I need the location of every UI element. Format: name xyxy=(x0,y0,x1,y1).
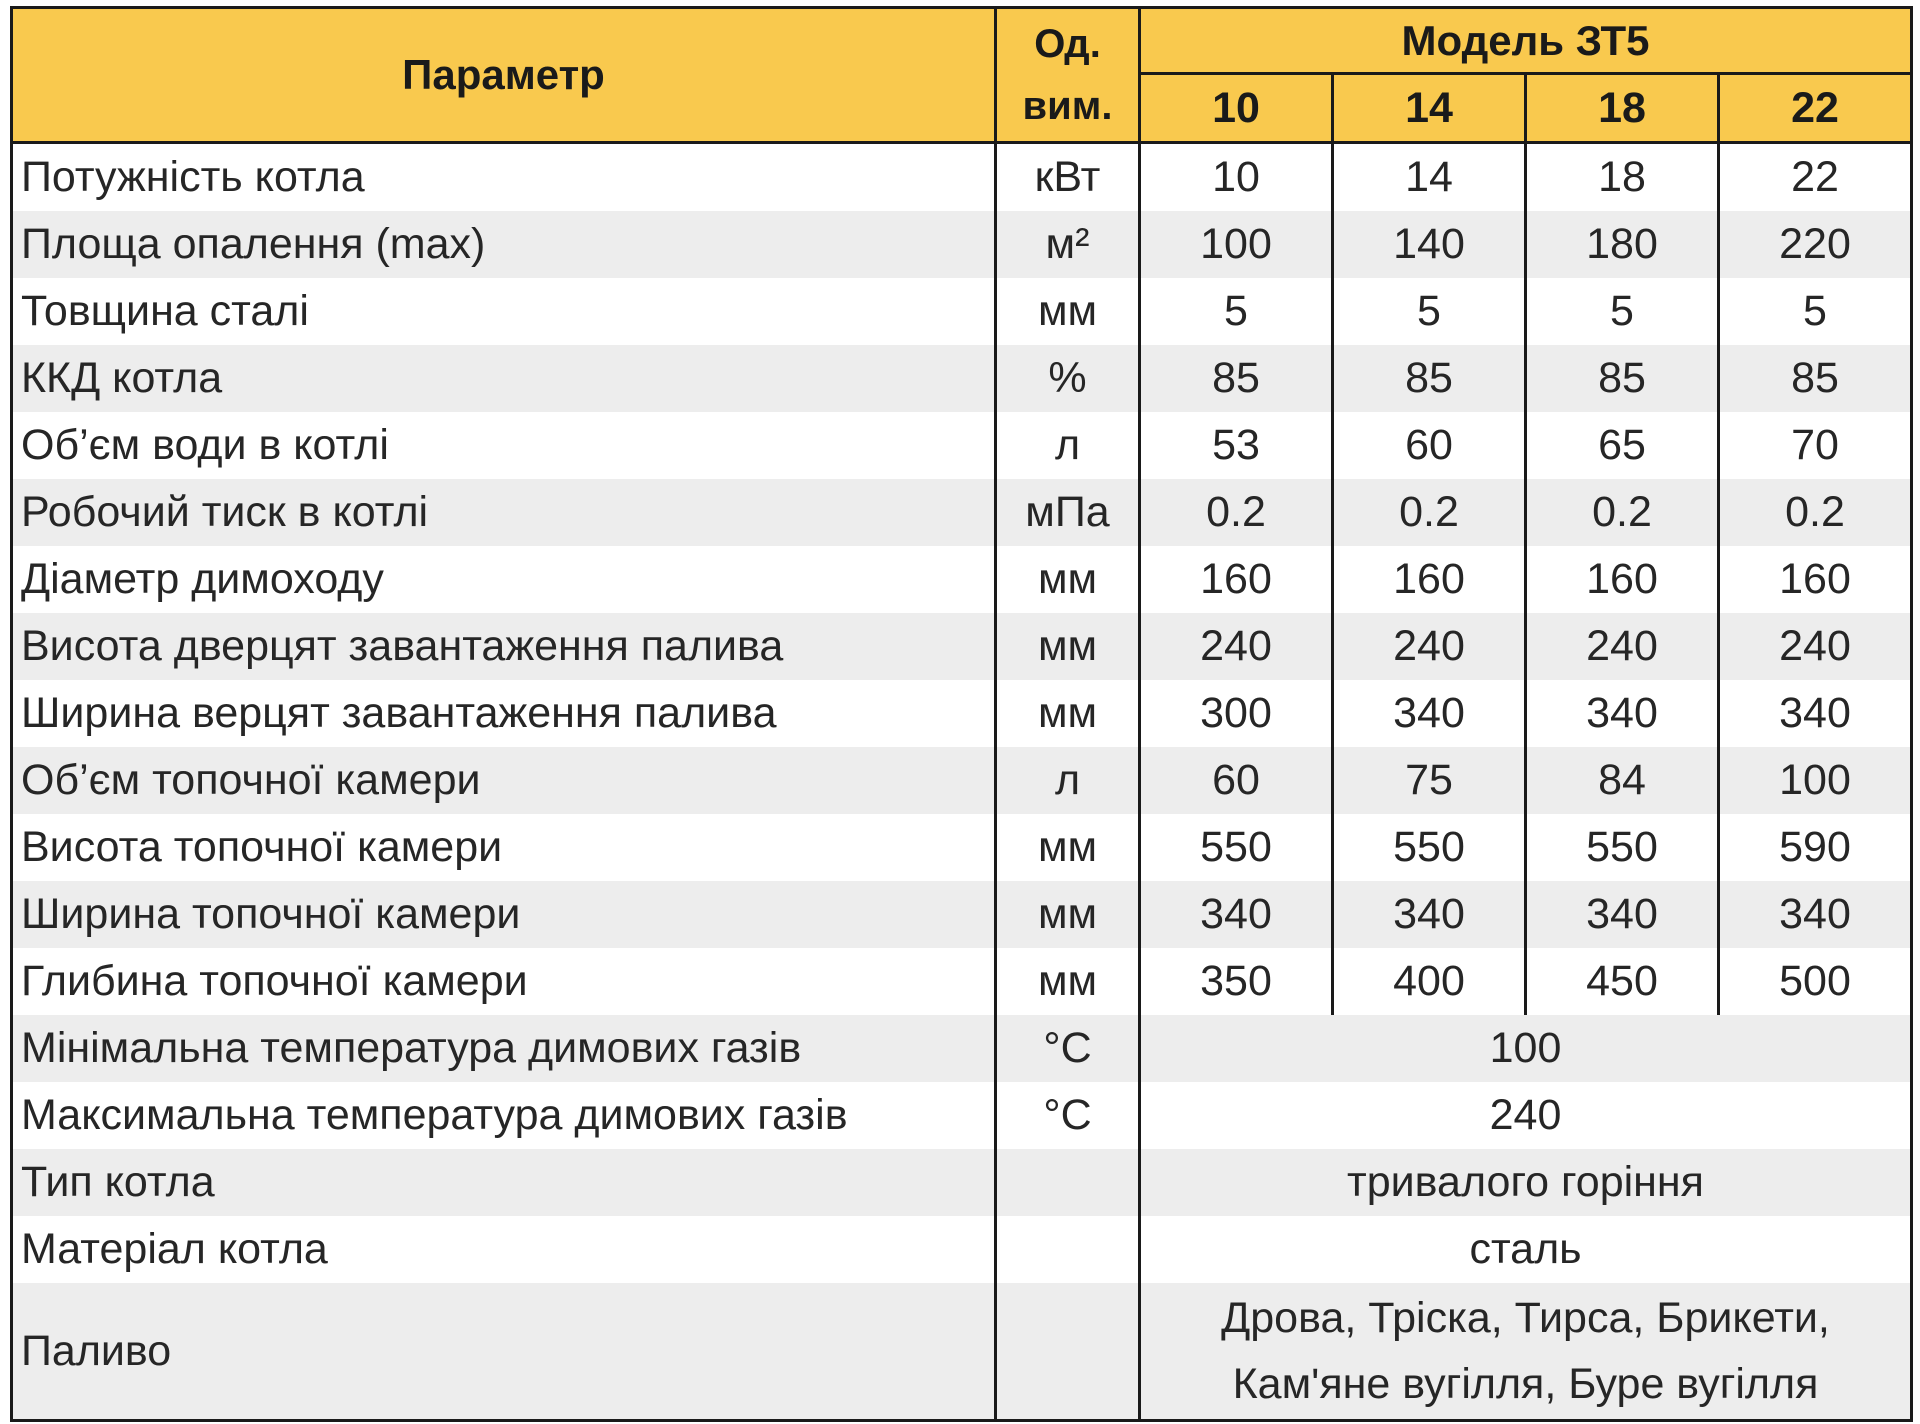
param-cell: Товщина сталі xyxy=(12,278,996,345)
param-cell: Матеріал котла xyxy=(12,1216,996,1283)
param-cell: Робочий тиск в котлі xyxy=(12,479,996,546)
unit-cell: мм xyxy=(996,613,1140,680)
unit-header-line1: Од. xyxy=(1034,22,1101,66)
value-cell: 240 xyxy=(1333,613,1526,680)
param-cell: Ширина топочної камери xyxy=(12,881,996,948)
value-cell: 160 xyxy=(1333,546,1526,613)
param-cell: Об’єм топочної камери xyxy=(12,747,996,814)
value-cell: 180 xyxy=(1526,211,1719,278)
table-row xyxy=(12,613,1912,680)
table-row xyxy=(12,1082,1912,1149)
param-cell: Діаметр димоходу xyxy=(12,546,996,613)
value-cell: 5 xyxy=(1719,278,1912,345)
fuel-value-cell xyxy=(1140,1283,1912,1421)
value-cell: 400 xyxy=(1333,948,1526,1015)
table-row xyxy=(12,546,1912,613)
unit-cell: л xyxy=(996,747,1140,814)
model-10-header: 10 xyxy=(1140,74,1333,143)
unit-cell: °C xyxy=(996,1082,1140,1149)
value-cell: 140 xyxy=(1333,211,1526,278)
param-cell: Об’єм води в котлі xyxy=(12,412,996,479)
model-14-header: 14 xyxy=(1333,74,1526,143)
value-cell: 240 xyxy=(1140,1082,1912,1149)
value-cell: 85 xyxy=(1333,345,1526,412)
table-row xyxy=(12,211,1912,278)
value-cell: 100 xyxy=(1140,211,1333,278)
value-cell: 85 xyxy=(1140,345,1333,412)
value-cell: 340 xyxy=(1719,680,1912,747)
value-cell: 340 xyxy=(1333,881,1526,948)
param-cell: ККД котла xyxy=(12,345,996,412)
value-cell: 0.2 xyxy=(1526,479,1719,546)
value-cell: 340 xyxy=(1719,881,1912,948)
value-cell: 160 xyxy=(1140,546,1333,613)
value-cell: 53 xyxy=(1140,412,1333,479)
value-cell: 240 xyxy=(1719,613,1912,680)
value-cell: 100 xyxy=(1719,747,1912,814)
unit-header-line2: вим. xyxy=(1022,84,1113,128)
value-cell: сталь xyxy=(1140,1216,1912,1283)
unit-header xyxy=(996,8,1140,143)
table-row xyxy=(12,1149,1912,1216)
table-header xyxy=(12,8,1912,143)
value-cell: 550 xyxy=(1333,814,1526,881)
value-cell: 340 xyxy=(1526,680,1719,747)
table-row xyxy=(12,345,1912,412)
table-body xyxy=(12,143,1912,1421)
unit-cell: л xyxy=(996,412,1140,479)
value-cell: 0.2 xyxy=(1333,479,1526,546)
value-cell: 60 xyxy=(1140,747,1333,814)
unit-cell: мм xyxy=(996,278,1140,345)
table-row xyxy=(12,1216,1912,1283)
value-cell: 65 xyxy=(1526,412,1719,479)
param-cell: Висота топочної камери xyxy=(12,814,996,881)
unit-cell xyxy=(996,1216,1140,1283)
value-cell: 5 xyxy=(1333,278,1526,345)
value-cell: 500 xyxy=(1719,948,1912,1015)
value-cell: 340 xyxy=(1526,881,1719,948)
unit-cell: кВт xyxy=(996,143,1140,212)
param-cell: Тип котла xyxy=(12,1149,996,1216)
table-row xyxy=(12,1015,1912,1082)
value-cell: 22 xyxy=(1719,143,1912,212)
value-cell: 340 xyxy=(1333,680,1526,747)
value-cell: 14 xyxy=(1333,143,1526,212)
value-cell: 220 xyxy=(1719,211,1912,278)
model-header: Модель ЗТ5 xyxy=(1140,8,1912,74)
param-cell: Ширина верцят завантаження палива xyxy=(12,680,996,747)
value-cell: 60 xyxy=(1333,412,1526,479)
value-cell: 70 xyxy=(1719,412,1912,479)
unit-cell: мм xyxy=(996,680,1140,747)
fuel-value-line2: Кам'яне вугілля, Буре вугілля xyxy=(1232,1360,1819,1408)
fuel-row xyxy=(12,1283,1912,1421)
unit-cell: мм xyxy=(996,814,1140,881)
value-cell: 75 xyxy=(1333,747,1526,814)
table-row xyxy=(12,881,1912,948)
value-cell: 550 xyxy=(1526,814,1719,881)
value-cell: 10 xyxy=(1140,143,1333,212)
value-cell: 5 xyxy=(1140,278,1333,345)
value-cell: 0.2 xyxy=(1719,479,1912,546)
param-cell: Площа опалення (max) xyxy=(12,211,996,278)
unit-cell: мм xyxy=(996,948,1140,1015)
value-cell: 340 xyxy=(1140,881,1333,948)
param-cell: Паливо xyxy=(12,1283,996,1421)
param-cell: Висота дверцят завантаження палива xyxy=(12,613,996,680)
table-row xyxy=(12,680,1912,747)
value-cell: 84 xyxy=(1526,747,1719,814)
table-row xyxy=(12,278,1912,345)
value-cell: 590 xyxy=(1719,814,1912,881)
model-18-header: 18 xyxy=(1526,74,1719,143)
table-row xyxy=(12,747,1912,814)
unit-cell: % xyxy=(996,345,1140,412)
value-cell: 240 xyxy=(1140,613,1333,680)
table-row xyxy=(12,479,1912,546)
value-cell: 0.2 xyxy=(1140,479,1333,546)
header-row-1 xyxy=(12,8,1912,74)
table-row xyxy=(12,814,1912,881)
value-cell: 160 xyxy=(1526,546,1719,613)
value-cell: 550 xyxy=(1140,814,1333,881)
param-cell: Глибина топочної камери xyxy=(12,948,996,1015)
value-cell: 85 xyxy=(1526,345,1719,412)
param-cell: Мінімальна температура димових газів xyxy=(12,1015,996,1082)
unit-cell xyxy=(996,1283,1140,1421)
unit-cell: мм xyxy=(996,546,1140,613)
unit-cell: °C xyxy=(996,1015,1140,1082)
value-cell: 85 xyxy=(1719,345,1912,412)
unit-cell: мм xyxy=(996,881,1140,948)
table-row xyxy=(12,948,1912,1015)
param-header: Параметр xyxy=(12,8,996,143)
unit-cell: мПа xyxy=(996,479,1140,546)
value-cell: тривалого горіння xyxy=(1140,1149,1912,1216)
table-row xyxy=(12,412,1912,479)
value-cell: 5 xyxy=(1526,278,1719,345)
value-cell: 160 xyxy=(1719,546,1912,613)
value-cell: 18 xyxy=(1526,143,1719,212)
value-cell: 300 xyxy=(1140,680,1333,747)
value-cell: 240 xyxy=(1526,613,1719,680)
param-cell: Максимальна температура димових газів xyxy=(12,1082,996,1149)
unit-cell: м² xyxy=(996,211,1140,278)
value-cell: 350 xyxy=(1140,948,1333,1015)
unit-cell xyxy=(996,1149,1140,1216)
param-cell: Потужність котла xyxy=(12,143,996,212)
model-22-header: 22 xyxy=(1719,74,1912,143)
spec-table xyxy=(10,6,1913,1422)
table-row xyxy=(12,143,1912,212)
fuel-value-line1: Дрова, Тріска, Тирса, Брикети, xyxy=(1221,1294,1830,1342)
value-cell: 100 xyxy=(1140,1015,1912,1082)
value-cell: 450 xyxy=(1526,948,1719,1015)
